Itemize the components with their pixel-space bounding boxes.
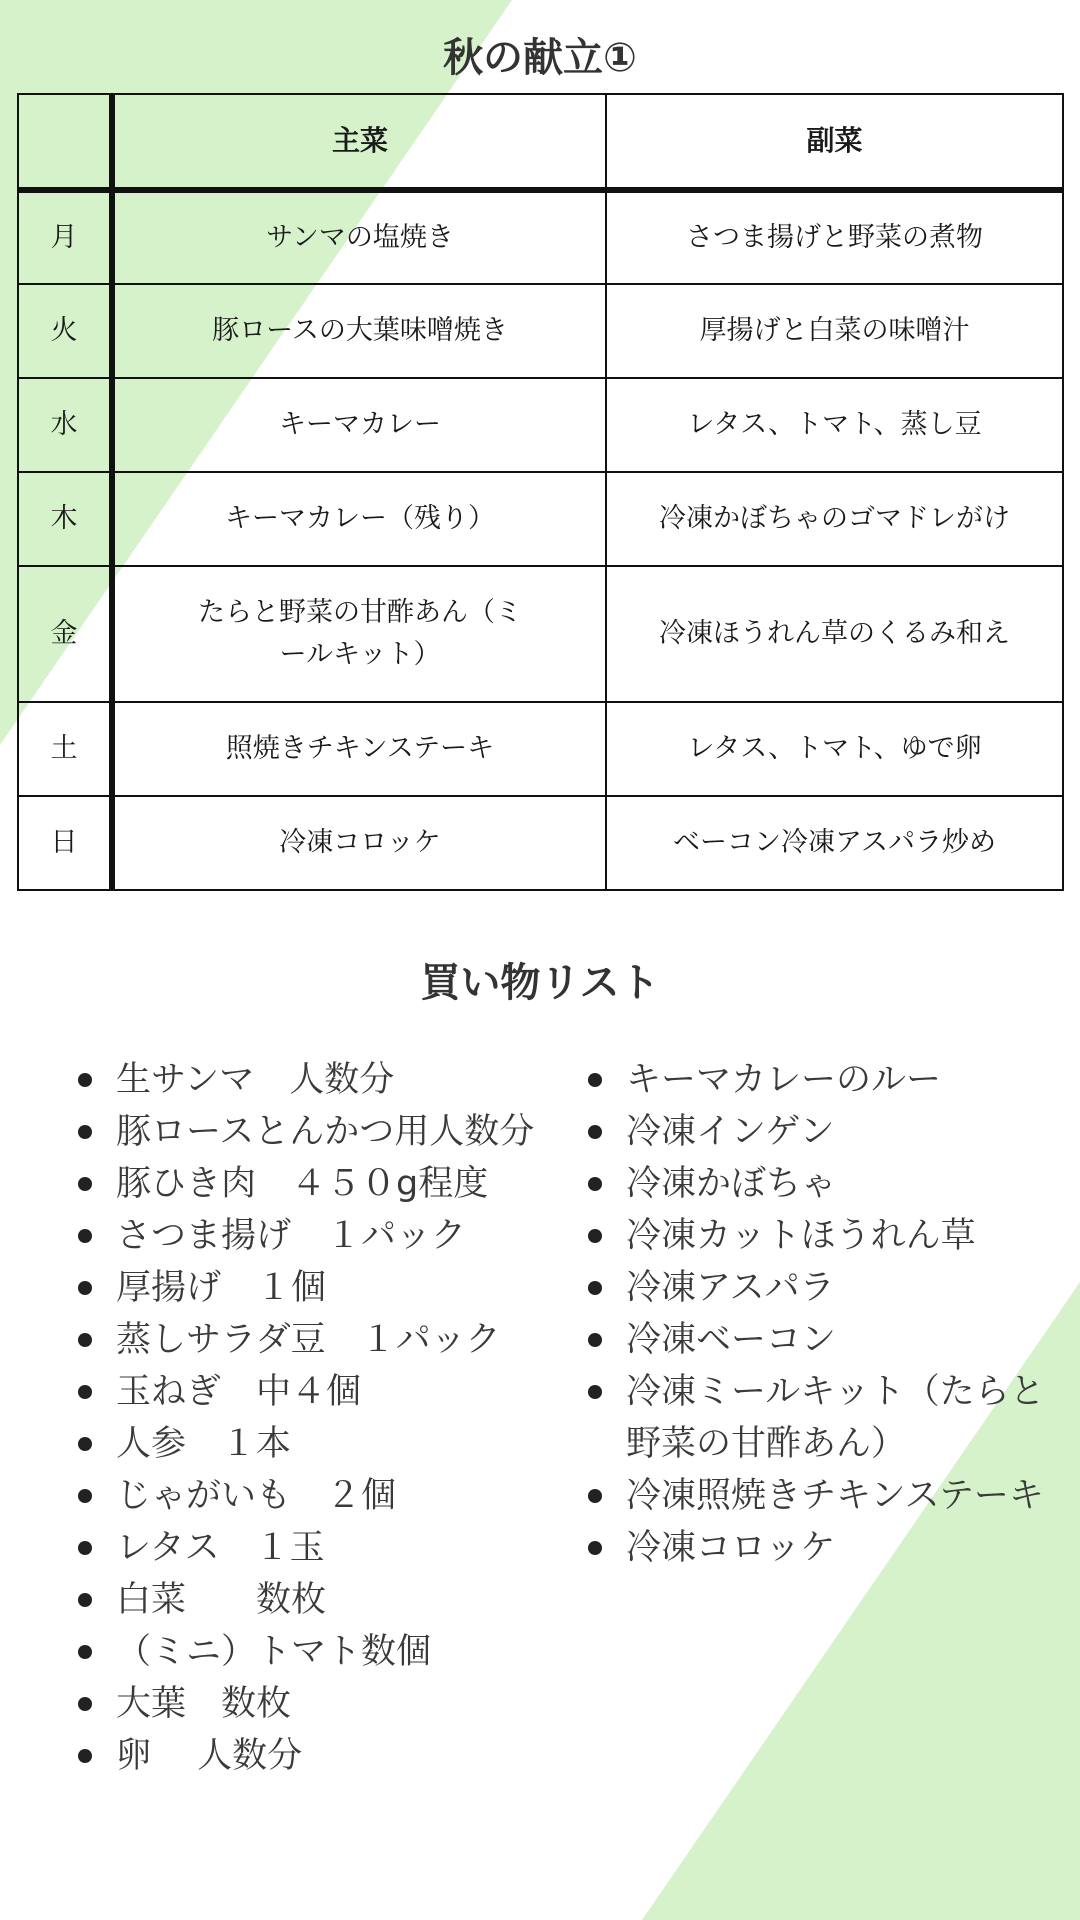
day-cell: 土: [18, 702, 112, 796]
side-dish-cell: 冷凍かぼちゃのゴマドレがけ: [606, 472, 1063, 566]
list-item: 豚ひき肉 ４５０g程度: [78, 1158, 573, 1210]
side-dish-cell: レタス、トマト、ゆで卵: [606, 702, 1063, 796]
main-dish-cell: キーマカレー（残り）: [112, 472, 606, 566]
list-item: 生サンマ 人数分: [78, 1054, 573, 1106]
side-dish-cell: 厚揚げと白菜の味噌汁: [606, 284, 1063, 378]
day-cell: 金: [18, 566, 112, 702]
list-item: レタス １玉: [78, 1522, 573, 1574]
menu-row-wed: [18, 378, 1063, 472]
list-item: （ミニ）トマト数個: [78, 1626, 573, 1678]
list-item: 蒸しサラダ豆 １パック: [78, 1314, 573, 1366]
list-item: さつま揚げ １パック: [78, 1210, 573, 1262]
list-item: 冷凍照焼きチキンステーキ: [588, 1470, 1076, 1522]
shopping-list-left: [78, 1054, 573, 1782]
day-cell: 木: [18, 472, 112, 566]
side-dish-cell: さつま揚げと野菜の煮物: [606, 190, 1063, 284]
side-dish-cell: レタス、トマト、蒸し豆: [606, 378, 1063, 472]
list-item: 卵 人数分: [78, 1730, 573, 1782]
list-item: じゃがいも ２個: [78, 1470, 573, 1522]
list-item: 冷凍かぼちゃ: [588, 1158, 1076, 1210]
menu-row-sat: [18, 702, 1063, 796]
list-item: 厚揚げ １個: [78, 1262, 573, 1314]
list-item: 豚ロースとんかつ用人数分: [78, 1106, 573, 1158]
header-main-dish: 主菜: [112, 94, 606, 190]
main-dish-cell: たらと野菜の甘酢あん（ミールキット）: [112, 566, 606, 702]
day-cell: 水: [18, 378, 112, 472]
list-item: 大葉 数枚: [78, 1678, 573, 1730]
menu-row-tue: [18, 284, 1063, 378]
page-title: 秋の献立①: [443, 35, 637, 81]
list-item: 冷凍アスパラ: [588, 1262, 1076, 1314]
menu-header-row: [18, 94, 1063, 190]
list-item: 冷凍カットほうれん草: [588, 1210, 1076, 1262]
header-side-dish: 副菜: [606, 94, 1063, 190]
day-cell: 火: [18, 284, 112, 378]
list-item: 冷凍ミールキット（たらと野菜の甘酢あん）: [588, 1366, 1076, 1470]
main-dish-cell: キーマカレー: [112, 378, 606, 472]
day-cell: 日: [18, 796, 112, 890]
menu-row-mon: [18, 190, 1063, 284]
day-cell: 月: [18, 190, 112, 284]
side-dish-cell: ベーコン冷凍アスパラ炒め: [606, 796, 1063, 890]
list-item: 白菜 数枚: [78, 1574, 573, 1626]
menu-row-sun: [18, 796, 1063, 890]
menu-row-fri: [18, 566, 1063, 702]
shopping-list-title: 買い物リスト: [420, 960, 660, 1006]
main-dish-cell: 冷凍コロッケ: [112, 796, 606, 890]
list-item: 冷凍コロッケ: [588, 1522, 1076, 1574]
menu-row-thu: [18, 472, 1063, 566]
main-dish-cell: 豚ロースの大葉味噌焼き: [112, 284, 606, 378]
list-item: 人参 １本: [78, 1418, 573, 1470]
menu-table: [17, 93, 1064, 891]
list-item: 玉ねぎ 中４個: [78, 1366, 573, 1418]
shopping-list-right: [588, 1054, 1076, 1574]
side-dish-cell: 冷凍ほうれん草のくるみ和え: [606, 566, 1063, 702]
list-item: 冷凍インゲン: [588, 1106, 1076, 1158]
main-dish-cell: サンマの塩焼き: [112, 190, 606, 284]
main-dish-cell: 照焼きチキンステーキ: [112, 702, 606, 796]
list-item: 冷凍ベーコン: [588, 1314, 1076, 1366]
header-day: [18, 94, 112, 190]
list-item: キーマカレーのルー: [588, 1054, 1076, 1106]
